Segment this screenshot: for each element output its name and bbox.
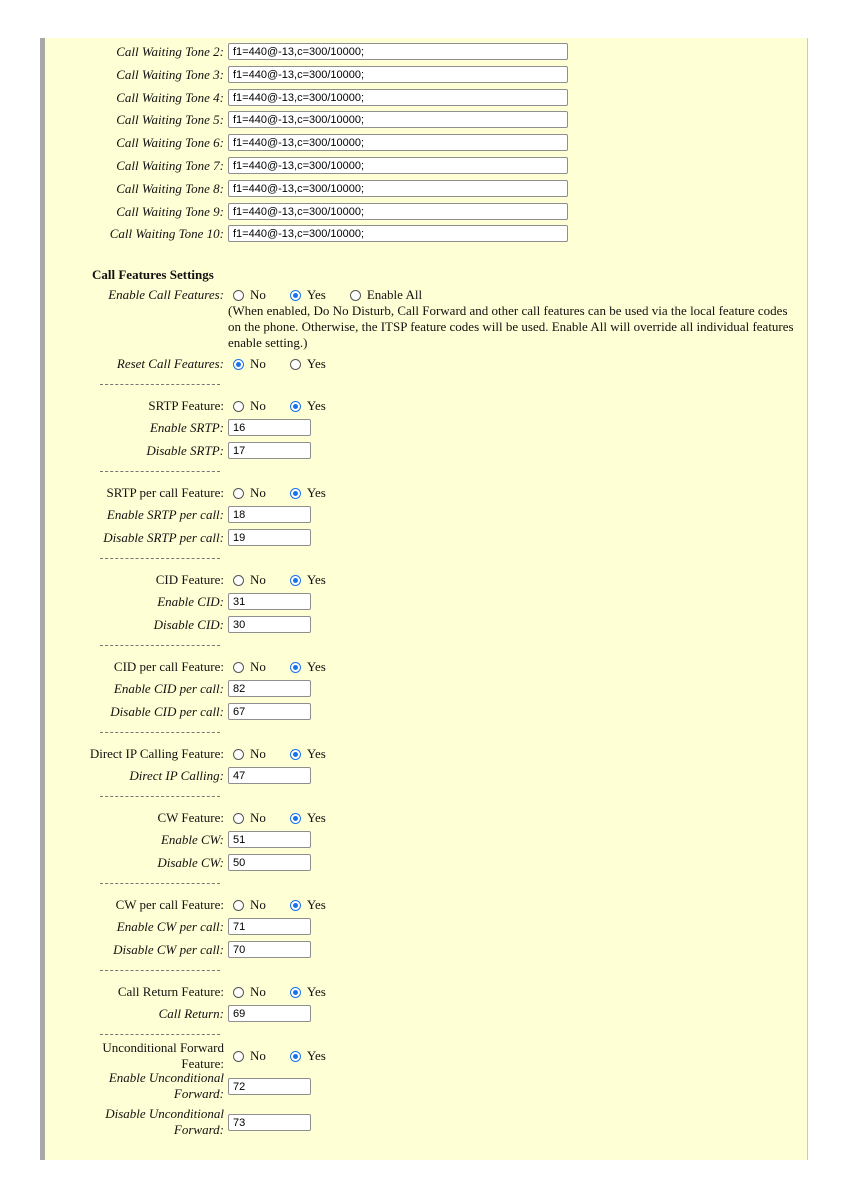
feature-code-input[interactable]: 70 <box>228 941 311 958</box>
radio-option[interactable] <box>290 572 326 588</box>
radio-label: Yes <box>306 485 326 500</box>
radio-option[interactable] <box>350 287 422 303</box>
feature-code-input[interactable]: 73 <box>228 1114 311 1131</box>
feature-direct-ip-calling-feature-radios <box>233 746 326 762</box>
radio-label: No <box>250 398 266 413</box>
radio-button[interactable] <box>290 290 301 301</box>
field-label: Reset Call Features: <box>116 356 224 371</box>
feature-code-input[interactable]: 67 <box>228 703 311 720</box>
field-label: CID Feature: <box>155 572 224 587</box>
radio-button[interactable] <box>233 662 244 673</box>
field-label: Call Waiting Tone 5: <box>116 112 224 128</box>
field-label: Unconditional Forward Feature: <box>102 1040 224 1071</box>
radio-option[interactable] <box>233 356 266 372</box>
radio-option[interactable] <box>290 746 326 762</box>
feature-code-input[interactable]: 82 <box>228 680 311 697</box>
radio-label: No <box>250 897 266 912</box>
field-label: Enable CW: <box>160 832 224 847</box>
feature-cid-feature-radios <box>233 572 326 588</box>
radio-button[interactable] <box>350 290 361 301</box>
field-label: Enable CW per call: <box>116 919 224 934</box>
radio-label: Yes <box>306 659 326 674</box>
feature-code-input[interactable]: 47 <box>228 767 311 784</box>
call-waiting-tone-input[interactable]: f1=440@-13,c=300/10000; <box>228 89 568 106</box>
radio-button[interactable] <box>290 749 301 760</box>
feature-code-input[interactable]: 71 <box>228 918 311 935</box>
radio-option[interactable] <box>233 810 266 826</box>
radio-label: Yes <box>306 1048 326 1063</box>
call-waiting-tone-input[interactable]: f1=440@-13,c=300/10000; <box>228 111 568 128</box>
separator <box>100 558 220 559</box>
radio-option[interactable] <box>290 1048 326 1064</box>
separator <box>100 883 220 884</box>
feature-code-input[interactable]: 31 <box>228 593 311 610</box>
field-label: Enable CID per call: <box>113 681 224 696</box>
field-label: SRTP Feature: <box>148 398 224 413</box>
feature-code-input[interactable]: 30 <box>228 616 311 633</box>
radio-option[interactable] <box>233 1048 266 1064</box>
enable-call-features-radios <box>233 287 422 303</box>
feature-code-input[interactable]: 16 <box>228 419 311 436</box>
radio-label: Yes <box>306 810 326 825</box>
radio-option[interactable] <box>233 659 266 675</box>
field-label: Disable CID: <box>153 617 224 632</box>
radio-label: Enable All <box>366 287 423 302</box>
radio-button[interactable] <box>290 987 301 998</box>
radio-button[interactable] <box>233 488 244 499</box>
radio-button[interactable] <box>233 359 244 370</box>
field-label: Enable SRTP per call: <box>106 507 224 522</box>
reset-call-features-radios <box>233 356 326 372</box>
radio-label: No <box>250 659 266 674</box>
section-title: Call Features Settings <box>92 267 214 282</box>
radio-option[interactable] <box>290 810 326 826</box>
radio-option[interactable] <box>290 984 326 1000</box>
feature-unconditional-forward-feature-radios <box>233 1048 326 1064</box>
field-label: Enable Call Features: <box>108 287 224 302</box>
call-waiting-tone-input[interactable]: f1=440@-13,c=300/10000; <box>228 180 568 197</box>
field-label: Call Waiting Tone 10: <box>109 226 224 242</box>
radio-label: No <box>250 356 266 371</box>
radio-option[interactable] <box>233 984 266 1000</box>
enable-call-features-note: (When enabled, Do No Disturb, Call Forward and other call features can be used via the local feature codes on the phone. Otherwise, the ITSP feature codes will be used. Enable All will override all individual features enable setting.) <box>228 303 794 350</box>
feature-srtp-per-call-feature-radios <box>233 485 326 501</box>
radio-option[interactable] <box>233 485 266 501</box>
radio-button[interactable] <box>233 290 244 301</box>
field-label: Call Return: <box>158 1006 224 1021</box>
field-label: Enable Unconditional Forward: <box>108 1070 224 1101</box>
radio-label: Yes <box>306 897 326 912</box>
separator <box>100 970 220 971</box>
field-label: Call Waiting Tone 6: <box>116 135 224 151</box>
radio-option[interactable] <box>290 398 326 414</box>
radio-button[interactable] <box>290 813 301 824</box>
radio-button[interactable] <box>233 401 244 412</box>
radio-label: No <box>250 572 266 587</box>
field-label: SRTP per call Feature: <box>106 485 224 500</box>
field-label: Direct IP Calling Feature: <box>89 746 224 761</box>
radio-button[interactable] <box>233 813 244 824</box>
call-waiting-tone-input[interactable]: f1=440@-13,c=300/10000; <box>228 134 568 151</box>
radio-label: No <box>250 984 266 999</box>
call-waiting-tone-input[interactable]: f1=440@-13,c=300/10000; <box>228 225 568 242</box>
radio-label: No <box>250 1048 266 1063</box>
radio-option[interactable] <box>290 659 326 675</box>
separator <box>100 1034 220 1035</box>
radio-label: Yes <box>306 984 326 999</box>
radio-label: No <box>250 485 266 500</box>
radio-label: No <box>250 287 266 302</box>
radio-option[interactable] <box>290 356 326 372</box>
radio-button[interactable] <box>290 575 301 586</box>
feature-srtp-feature-radios <box>233 398 326 414</box>
field-label: Call Return Feature: <box>117 984 224 999</box>
field-label: Disable CID per call: <box>110 704 224 719</box>
field-label: CW Feature: <box>157 810 224 825</box>
field-label: Disable CW per call: <box>113 942 224 957</box>
feature-code-input[interactable]: 69 <box>228 1005 311 1022</box>
radio-option[interactable] <box>233 287 266 303</box>
radio-button[interactable] <box>290 1051 301 1062</box>
call-waiting-tone-input[interactable]: f1=440@-13,c=300/10000; <box>228 66 568 83</box>
radio-option[interactable] <box>233 398 266 414</box>
radio-button[interactable] <box>290 488 301 499</box>
field-label: Call Waiting Tone 3: <box>116 66 224 82</box>
radio-option[interactable] <box>290 485 326 501</box>
radio-button[interactable] <box>233 1051 244 1062</box>
radio-button[interactable] <box>290 401 301 412</box>
separator <box>100 645 220 646</box>
field-label: Enable SRTP: <box>149 420 224 435</box>
radio-button[interactable] <box>233 900 244 911</box>
feature-code-input[interactable]: 72 <box>228 1078 311 1095</box>
separator <box>100 471 220 472</box>
separator <box>100 796 220 797</box>
radio-label: Yes <box>306 287 326 302</box>
radio-button[interactable] <box>290 662 301 673</box>
settings-panel <box>40 38 808 1160</box>
radio-option[interactable] <box>233 572 266 588</box>
radio-option[interactable] <box>233 746 266 762</box>
feature-call-return-feature-radios <box>233 984 326 1000</box>
radio-button[interactable] <box>233 749 244 760</box>
radio-button[interactable] <box>290 359 301 370</box>
call-waiting-tone-input[interactable]: f1=440@-13,c=300/10000; <box>228 157 568 174</box>
field-label: Disable CW: <box>157 855 224 870</box>
radio-option[interactable] <box>233 897 266 913</box>
feature-code-input[interactable]: 17 <box>228 442 311 459</box>
feature-code-input[interactable]: 51 <box>228 831 311 848</box>
radio-label: Yes <box>306 398 326 413</box>
feature-cw-per-call-feature-radios <box>233 897 326 913</box>
feature-code-input[interactable]: 18 <box>228 506 311 523</box>
radio-button[interactable] <box>290 900 301 911</box>
radio-label: Yes <box>306 746 326 761</box>
radio-option[interactable] <box>290 897 326 913</box>
radio-button[interactable] <box>233 987 244 998</box>
separator <box>100 732 220 733</box>
field-label: CID per call Feature: <box>113 659 224 674</box>
feature-cid-per-call-feature-radios <box>233 659 326 675</box>
field-label: Call Waiting Tone 9: <box>116 203 224 219</box>
field-label: Enable CID: <box>157 594 224 609</box>
call-waiting-tone-input[interactable]: f1=440@-13,c=300/10000; <box>228 203 568 220</box>
feature-code-input[interactable]: 19 <box>228 529 311 546</box>
field-label: Call Waiting Tone 7: <box>116 158 224 173</box>
field-label: Call Waiting Tone 4: <box>116 89 224 105</box>
separator <box>100 384 220 385</box>
radio-label: No <box>250 810 266 825</box>
field-label: CW per call Feature: <box>115 897 224 912</box>
call-waiting-tone-input[interactable]: f1=440@-13,c=300/10000; <box>228 43 568 60</box>
field-label: Disable Unconditional Forward: <box>105 1106 224 1137</box>
field-label: Call Waiting Tone 2: <box>116 44 224 59</box>
radio-button[interactable] <box>233 575 244 586</box>
radio-option[interactable] <box>290 287 326 303</box>
field-label: Disable SRTP: <box>146 443 224 458</box>
field-label: Disable SRTP per call: <box>103 530 224 545</box>
radio-label: Yes <box>306 356 326 371</box>
feature-cw-feature-radios <box>233 810 326 826</box>
radio-label: No <box>250 746 266 761</box>
feature-code-input[interactable]: 50 <box>228 854 311 871</box>
radio-label: Yes <box>306 572 326 587</box>
field-label: Direct IP Calling: <box>129 768 224 783</box>
field-label: Call Waiting Tone 8: <box>116 180 224 196</box>
